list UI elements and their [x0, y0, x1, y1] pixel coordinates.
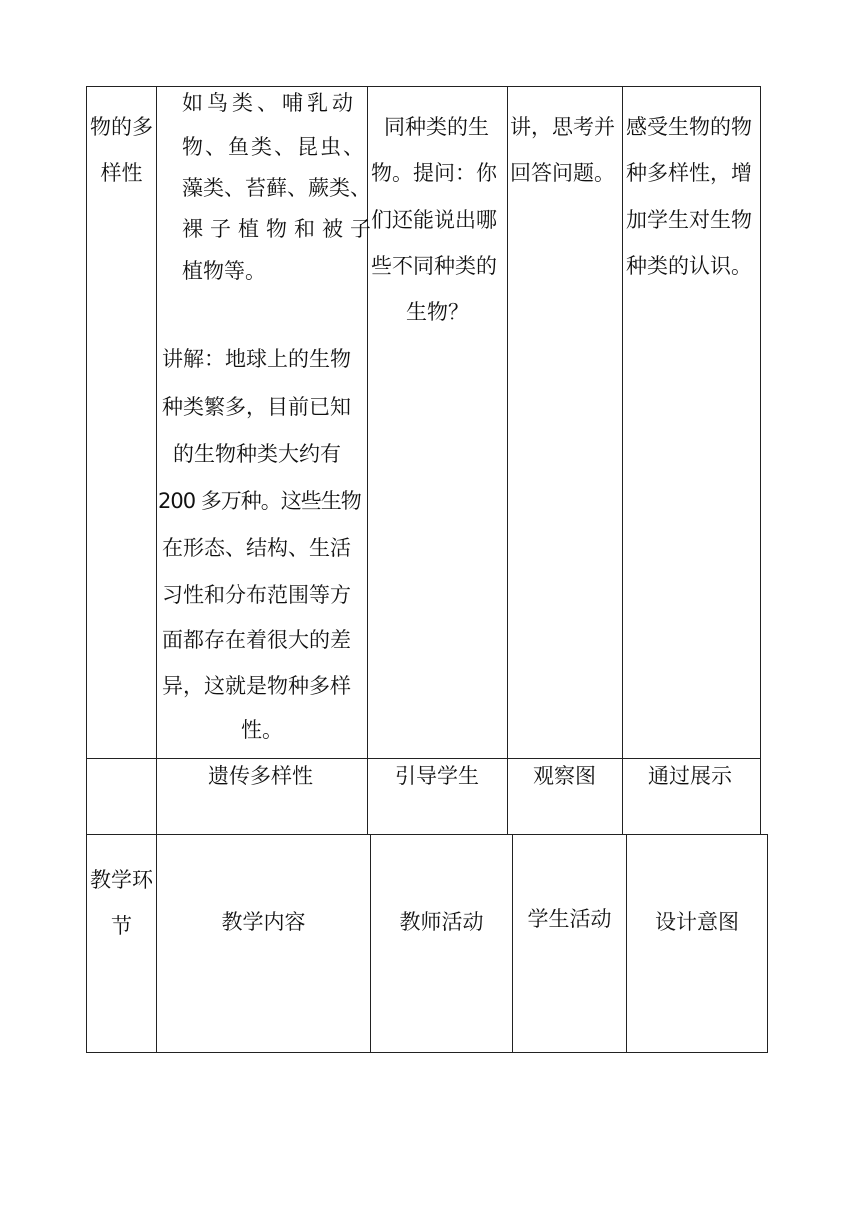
content-cell-line: 200 多万种。这些生物	[158, 489, 361, 513]
header-student: 学生活动	[527, 907, 612, 931]
table2-col-divider-4	[626, 834, 627, 1053]
table2-left-border	[86, 834, 87, 1053]
table2-col-divider-2	[370, 834, 371, 1053]
content-cell-line: 的生物种类大约有	[173, 442, 341, 466]
teacher-guide-cell: 引导学生	[395, 764, 479, 788]
table2-col-divider-3	[512, 834, 513, 1053]
teacher-cell-line: 物。提问：你	[371, 161, 497, 185]
intent-cell-line: 种类的认识。	[626, 254, 752, 278]
section-cell-line: 物的多	[90, 115, 153, 139]
section-cell-line: 样性	[100, 161, 143, 185]
table1-col-divider-4	[622, 86, 623, 835]
intent-cell-line: 感受生物的物	[626, 115, 752, 139]
header-section: 节	[111, 914, 132, 938]
content-cell-line: 面都存在着很大的差	[162, 628, 351, 652]
header-intent: 设计意图	[655, 910, 739, 934]
student-cell-line: 回答问题。	[510, 161, 615, 185]
content-cell-line: 裸子植物和被子	[182, 217, 378, 241]
table1-col-divider-3	[507, 86, 508, 835]
intent-cell-line: 加学生对生物	[626, 208, 752, 232]
teacher-cell-line: 生物？	[406, 300, 469, 324]
table2-col-divider-1	[156, 834, 157, 1053]
teacher-cell-line: 同种类的生	[384, 115, 489, 139]
table2-bottom-border	[86, 1052, 768, 1053]
genetic-diversity-cell: 遗传多样性	[208, 764, 313, 788]
content-cell-line: 在形态、结构、生活	[162, 536, 351, 560]
content-cell-line: 性。	[241, 718, 283, 742]
student-cell-line: 讲，思考并	[510, 115, 615, 139]
content-cell-line: 习性和分布范围等方	[162, 583, 351, 607]
student-observe-cell: 观察图	[533, 764, 596, 788]
content-cell-line: 如鸟类、哺乳动	[182, 91, 357, 115]
header-teacher: 教师活动	[399, 910, 484, 934]
content-cell-line: 藻类、苔藓、蕨类、	[182, 176, 371, 200]
teacher-cell-line: 些不同种类的	[371, 254, 497, 278]
table1-row-divider	[86, 758, 760, 759]
content-cell-line: 讲解：地球上的生物	[162, 347, 351, 371]
header-content: 教学内容	[221, 910, 306, 934]
content-cell-line: 异，这就是物种多样	[162, 674, 351, 698]
table1-col-divider-1	[156, 86, 157, 835]
content-cell-line: 植物等。	[182, 259, 266, 283]
table1-top-border	[86, 86, 760, 87]
header-section: 教学环	[90, 868, 153, 892]
content-cell-line: 物、鱼类、昆虫、	[182, 135, 366, 159]
teacher-cell-line: 们还能说出哪	[371, 208, 497, 232]
content-cell-line: 种类繁多，目前已知	[162, 395, 351, 419]
table2-right-border	[767, 834, 768, 1053]
table1-left-border	[86, 86, 87, 835]
intent-cell-line: 种多样性，增	[626, 161, 752, 185]
table1-right-border	[760, 86, 761, 835]
intent-show-cell: 通过展示	[648, 764, 732, 788]
table2-top-border	[86, 834, 768, 835]
